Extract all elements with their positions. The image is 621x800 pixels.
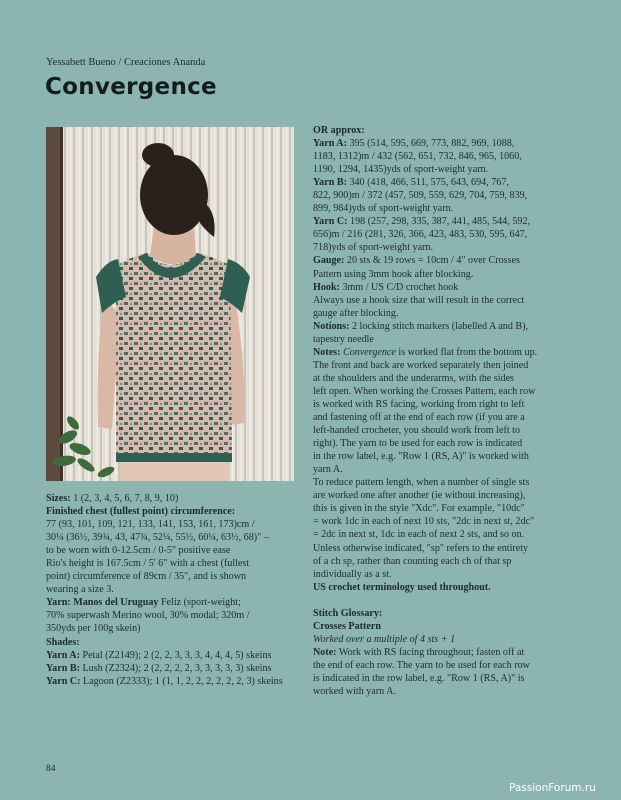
gauge-line-2: Pattern using 3mm hook after blocking. [313,268,474,280]
crosses-multiple: Worked over a multiple of 4 sts + 1 [313,633,456,645]
yarn-a-line-1: Yarn A: 395 (514, 595, 669, 773, 882, 969, 1088, [313,138,515,150]
reduce-line-1: To reduce pattern length, when a number of single sts [313,477,530,489]
notions-line-1: Notions: 2 locking stitch markers (labelled A and B), [313,320,529,332]
yarn-a-line-2: 1183, 1312)m / 432 (562, 651, 732, 846, 965, 1060, [313,151,522,163]
notes-line-5: is worked with RS facing, working from right to left [313,398,525,410]
yarn-c-line-3: 718)yds of sport-weight yarn. [313,242,433,254]
reduce-line-6: Unless otherwise indicated, "sp" refers to the entirety [313,542,529,554]
left-column [46,492,301,688]
model-line-3: wearing a size 3. [46,584,114,596]
hair [140,155,208,235]
reduce-line-5: = 2dc in next st, 1dc in each of next 2 sts, and so on. [313,529,525,541]
shade-b: Yarn B: Lush (Z2324); 2 (2, 2, 2, 2, 3, 3, 3, 3, 3) skeins [46,662,272,674]
yarn-c-line-2: 656)m / 216 (281, 326, 366, 423, 483, 530, 595, 647, [313,229,528,241]
chest-line-2: 30¼ (36½, 39¾, 43, 47¾, 52¼, 55½, 60¼, 63½, 68)" – [46,532,269,544]
right-column [313,124,583,698]
gauge-line-1: Gauge: 20 sts & 19 rows = 10cm / 4" over Crosses [313,255,520,267]
yarn-b-line-1: Yarn B: 340 (418, 466, 511, 575, 643, 694, 767, [313,177,509,189]
model-line-2: point) circumference of 89cm / 35", and is shown [46,571,247,583]
notions-line-2: tapestry needle [313,333,374,345]
us-crochet-note: US crochet terminology used throughout. [313,581,491,593]
reduce-line-2: are worked one after another (ie without increasing), [313,490,526,502]
model-photo [46,127,294,481]
glossary-label: Stitch Glossary: [313,607,383,619]
spacer [313,594,583,607]
vest-body [116,253,232,461]
shade-c: Yarn C: Lagoon (Z2333); 1 (1, 1, 2, 2, 2, 2, 2, 2, 3) skeins [46,675,283,687]
or-approx: OR approx: [313,125,365,136]
note2-line-4: worked with yarn A. [313,685,396,697]
yarn-line: Yarn: Manos del Uruguay Feliz (sport-weight; [46,597,241,609]
byline: Yessabett Bueno / Creaciones Ananda [46,57,206,68]
hook-line-3: gauge after blocking. [313,307,399,319]
yarn-b-line-2: 822, 900)m / 372 (457, 509, 559, 629, 704, 759, 839, [313,190,528,202]
door-frame [46,127,60,481]
reduce-line-7: of a ch sp, rather than counting each ch of that sp [313,555,512,567]
hook-line-2: Always use a hook size that will result in the correct [313,294,525,306]
notes-line-1: Notes: Convergence is worked flat from the bottom up. [313,346,538,358]
shade-a: Yarn A: Petal (Z2149); 2 (2, 2, 3, 3, 3, 4, 4, 4, 5) skeins [46,649,272,661]
chest-line-1: 77 (93, 101, 109, 121, 133, 141, 153, 161, 173)cm / [46,519,255,531]
yarn-line-3: 350yds per 100g skein) [46,623,141,635]
shades-label: Shades: [46,636,80,648]
crosses-label: Crosses Pattern [313,620,381,632]
page-title: Convergence [45,74,217,100]
notes-line-8: right). The yarn to be used for each row is indicated [313,438,523,450]
notes-line-4: left open. When working the Crosses Pattern, each row [313,385,536,397]
reduce-line-8: individually as a st. [313,568,392,580]
chest-line-3: to be worn with 0-12.5cm / 0-5" positive ease [46,545,231,557]
reduce-line-4: = work 1dc in each of next 10 sts, "2dc in next st, 2dc" [313,516,535,528]
notes-line-7: left-handed crocheter, you should work from left to [313,425,521,437]
page-number: 84 [46,764,56,774]
hair-bun [142,143,174,167]
model-line-1: Rio's height is 167.5cm / 5' 6" with a chest (fullest [46,558,250,570]
yarn-a-line-3: 1190, 1294, 1435)yds of sport-weight yarn. [313,164,489,176]
notes-line-9: in the row label, e.g. "Row 1 (RS, A)" is worked with [313,451,529,463]
yarn-line-2: 70% superwash Merino wool, 30% modal; 320m / [46,610,250,622]
bottom-rib [116,453,232,462]
skirt [120,459,230,481]
yarn-c-line-1: Yarn C: 198 (257, 298, 335, 387, 441, 485, 544, 592, [313,216,531,228]
notes-line-6: and fastening off at the end of each row (if you are a [313,412,525,424]
note2-line-3: is indicated in the row label, e.g. "Row 1 (RS, A)" is [313,672,525,684]
watermark: PassionForum.ru [509,782,596,794]
notes-line-2: The front and back are worked separately then joined [313,359,529,371]
reduce-line-3: this is given in the style "Xdc". For example, "10dc" [313,503,525,515]
notes-line-10: yarn A. [313,464,343,476]
chest-label: Finished chest (fullest point) circumference: [46,506,236,518]
notes-line-3: at the shoulders and the underarms, with the sides [313,372,514,384]
note2-line-2: the end of each row. The yarn to be used for each row [313,659,530,671]
yarn-b-line-3: 899, 984)yds of sport-weight yarn. [313,203,454,215]
hook-line-1: Hook: 3mm / US C/D crochet hook [313,281,459,293]
note2-line-1: Note: Work with RS facing throughout; fasten off at [313,646,525,658]
sizes-line: Sizes: 1 (2, 3, 4, 5, 6, 7, 8, 9, 10) [46,493,179,504]
vest-photo-illustration [46,127,294,481]
